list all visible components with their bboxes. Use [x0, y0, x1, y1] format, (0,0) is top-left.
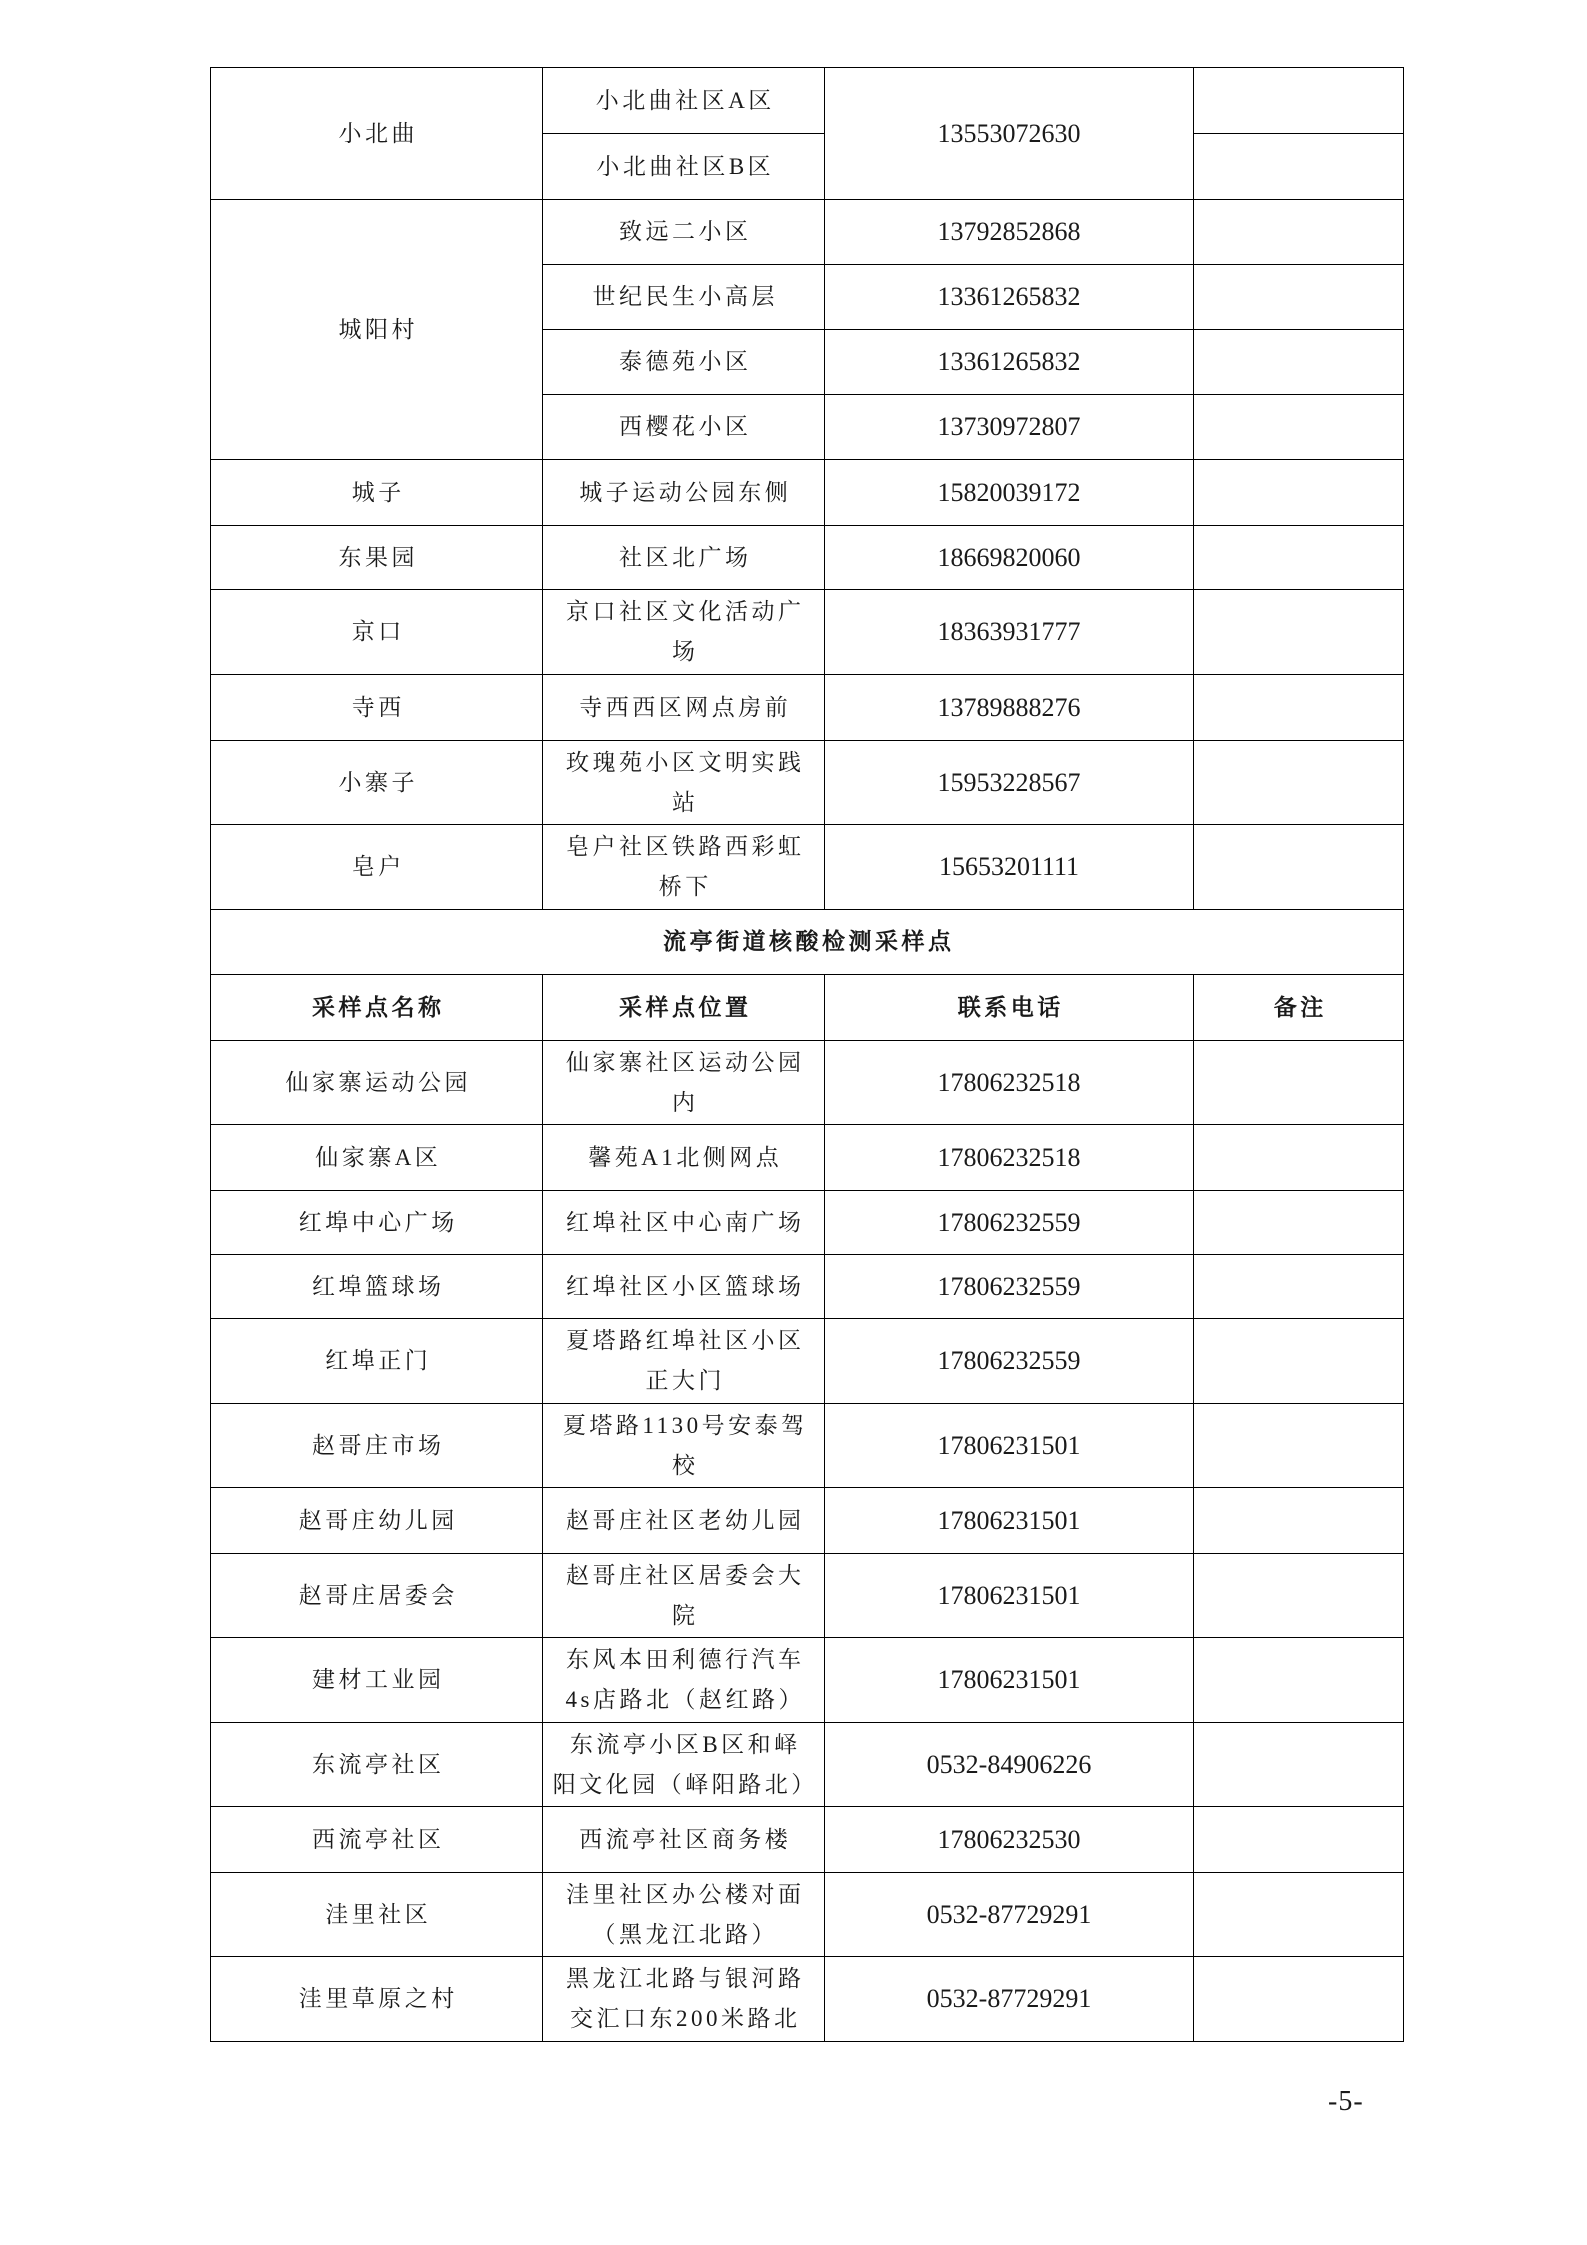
site-location [543, 675, 825, 741]
site-name: 京口 [211, 590, 543, 675]
phone-number: 17806232559 [825, 1319, 1194, 1404]
phone-number: 0532-84906226 [825, 1723, 1194, 1807]
phone-number: 17806231501 [825, 1488, 1194, 1554]
table-row [211, 825, 1404, 910]
table-row [211, 1488, 1404, 1554]
location-line: 红埠社区中心南广场 [566, 1209, 805, 1235]
table-row [211, 1191, 1404, 1255]
note-cell [1194, 825, 1404, 910]
phone-number: 17806231501 [825, 1554, 1194, 1638]
site-location [543, 1488, 825, 1554]
phone-number: 13361265832 [825, 330, 1194, 395]
location-line: 正大门 [645, 1368, 725, 1393]
note-cell [1194, 1638, 1404, 1723]
table-row [211, 200, 1404, 265]
location-line: 交汇口东200米路北 [570, 2006, 801, 2031]
location-line: 皂户社区铁路西彩虹 [566, 834, 805, 859]
site-location [543, 1807, 825, 1873]
site-location: 致远二小区 [543, 200, 825, 265]
site-location [543, 1041, 825, 1125]
site-location: 小北曲社区A区 [543, 68, 825, 134]
table-row [211, 1723, 1404, 1807]
note-cell [1194, 590, 1404, 675]
location-line: 洼里社区办公楼对面 [566, 1881, 805, 1907]
note-cell [1194, 1404, 1404, 1488]
note-cell [1194, 330, 1404, 395]
header-row [211, 975, 1404, 1041]
note-cell [1194, 1191, 1404, 1255]
site-name: 洼里社区 [211, 1873, 543, 1957]
location-line: 红埠社区小区篮球场 [566, 1273, 805, 1299]
note-cell [1194, 1255, 1404, 1319]
location-line: 阳文化园（峄阳路北） [552, 1771, 818, 1797]
site-name: 红埠中心广场 [211, 1191, 543, 1255]
location-line: 城子运动公园东侧 [579, 479, 792, 505]
note-cell [1194, 675, 1404, 741]
table-row [211, 1255, 1404, 1319]
phone-number: 17806232518 [825, 1125, 1194, 1191]
phone-number: 0532-87729291 [825, 1873, 1194, 1957]
site-name: 城子 [211, 460, 543, 526]
location-line: （黑龙江北路） [592, 1921, 778, 1947]
section-title: 流亭街道核酸检测采样点 [211, 910, 1404, 975]
site-name: 小北曲 [211, 68, 543, 200]
table-row [211, 1404, 1404, 1488]
site-name: 小寨子 [211, 741, 543, 825]
site-location [543, 1125, 825, 1191]
site-name: 建材工业园 [211, 1638, 543, 1723]
site-location [543, 825, 825, 910]
location-line: 桥下 [658, 874, 712, 899]
site-location [543, 1873, 825, 1957]
note-cell [1194, 134, 1404, 200]
site-name: 仙家寨A区 [211, 1125, 543, 1191]
location-line: 黑龙江北路与银河路 [566, 1966, 805, 1991]
note-cell [1194, 526, 1404, 590]
location-line: 馨苑A1北侧网点 [588, 1144, 783, 1170]
location-line: 玫瑰苑小区文明实践 [566, 749, 805, 775]
site-location [543, 1319, 825, 1404]
site-location [543, 1554, 825, 1638]
note-cell [1194, 1488, 1404, 1554]
note-cell [1194, 1319, 1404, 1404]
note-cell [1194, 1957, 1404, 2042]
table-row [211, 1125, 1404, 1191]
location-line: 东流亭小区B区和峄 [569, 1731, 801, 1757]
site-location: 小北曲社区B区 [543, 134, 825, 200]
site-location [543, 1404, 825, 1488]
site-location [543, 526, 825, 590]
table-row [211, 590, 1404, 675]
location-line: 夏塔路1130号安泰驾 [562, 1412, 808, 1438]
table-row [211, 1319, 1404, 1404]
site-name: 西流亭社区 [211, 1807, 543, 1873]
location-line: 场 [672, 639, 699, 664]
note-cell [1194, 1807, 1404, 1873]
site-name: 仙家寨运动公园 [211, 1041, 543, 1125]
table-row [211, 1638, 1404, 1723]
phone-number: 17806231501 [825, 1638, 1194, 1723]
header-note: 备注 [1194, 975, 1404, 1041]
sampling-sites-table [210, 67, 1404, 2042]
phone-number: 17806232559 [825, 1191, 1194, 1255]
site-location: 泰德苑小区 [543, 330, 825, 395]
site-location: 西樱花小区 [543, 395, 825, 460]
note-cell [1194, 460, 1404, 526]
location-line: 内 [672, 1089, 699, 1115]
phone-number: 17806232530 [825, 1807, 1194, 1873]
note-cell [1194, 1041, 1404, 1125]
site-name: 东果园 [211, 526, 543, 590]
site-name: 红埠篮球场 [211, 1255, 543, 1319]
table-row [211, 1807, 1404, 1873]
site-location: 世纪民生小高层 [543, 265, 825, 330]
site-location [543, 590, 825, 675]
location-line: 仙家寨社区运动公园 [566, 1049, 805, 1075]
phone-number: 13361265832 [825, 265, 1194, 330]
note-cell [1194, 200, 1404, 265]
site-name: 寺西 [211, 675, 543, 741]
site-name: 洼里草原之村 [211, 1957, 543, 2042]
site-location [543, 1723, 825, 1807]
site-location [543, 1191, 825, 1255]
phone-number: 0532-87729291 [825, 1957, 1194, 2042]
site-location [543, 1638, 825, 1723]
page-number: -5- [1328, 2086, 1364, 2117]
phone-number: 13792852868 [825, 200, 1194, 265]
site-location [543, 741, 825, 825]
location-line: 西流亭社区商务楼 [579, 1826, 792, 1852]
table-row [211, 1041, 1404, 1125]
phone-number: 15953228567 [825, 741, 1194, 825]
location-line: 校 [672, 1452, 699, 1478]
site-name: 赵哥庄幼儿园 [211, 1488, 543, 1554]
location-line: 4s店路北（赵红路） [565, 1687, 805, 1712]
note-cell [1194, 68, 1404, 134]
table-row [211, 460, 1404, 526]
site-location [543, 460, 825, 526]
location-line: 站 [672, 789, 699, 815]
site-name: 赵哥庄市场 [211, 1404, 543, 1488]
site-location [543, 1255, 825, 1319]
site-name: 城阳村 [211, 200, 543, 460]
header-site-name: 采样点名称 [211, 975, 543, 1041]
note-cell [1194, 1125, 1404, 1191]
location-line: 夏塔路红埠社区小区 [566, 1328, 805, 1353]
table-row [211, 675, 1404, 741]
phone-number: 17806231501 [825, 1404, 1194, 1488]
site-name: 赵哥庄居委会 [211, 1554, 543, 1638]
site-name: 东流亭社区 [211, 1723, 543, 1807]
header-site-location: 采样点位置 [543, 975, 825, 1041]
site-name: 皂户 [211, 825, 543, 910]
section-title-row [211, 910, 1404, 975]
phone-number: 17806232518 [825, 1041, 1194, 1125]
location-line: 东风本田利德行汽车 [566, 1647, 805, 1672]
phone-number: 17806232559 [825, 1255, 1194, 1319]
note-cell [1194, 1873, 1404, 1957]
phone-number: 18363931777 [825, 590, 1194, 675]
table-row [211, 1554, 1404, 1638]
location-line: 赵哥庄社区居委会大 [566, 1562, 805, 1588]
location-line: 社区北广场 [619, 544, 752, 570]
phone-number: 15653201111 [825, 825, 1194, 910]
table-row [211, 526, 1404, 590]
note-cell [1194, 741, 1404, 825]
note-cell [1194, 395, 1404, 460]
table-row [211, 741, 1404, 825]
note-cell [1194, 1554, 1404, 1638]
phone-number: 18669820060 [825, 526, 1194, 590]
table-row [211, 1873, 1404, 1957]
phone-number: 13730972807 [825, 395, 1194, 460]
site-location [543, 1957, 825, 2042]
location-line: 院 [672, 1602, 699, 1628]
location-line: 寺西西区网点房前 [579, 694, 792, 720]
site-name: 红埠正门 [211, 1319, 543, 1404]
phone-number: 13789888276 [825, 675, 1194, 741]
location-line: 京口社区文化活动广 [566, 599, 805, 624]
table-row [211, 1957, 1404, 2042]
header-phone: 联系电话 [825, 975, 1194, 1041]
phone-number: 15820039172 [825, 460, 1194, 526]
phone-number: 13553072630 [825, 68, 1194, 200]
note-cell [1194, 265, 1404, 330]
location-line: 赵哥庄社区老幼儿园 [566, 1507, 805, 1533]
table-row [211, 68, 1404, 134]
note-cell [1194, 1723, 1404, 1807]
